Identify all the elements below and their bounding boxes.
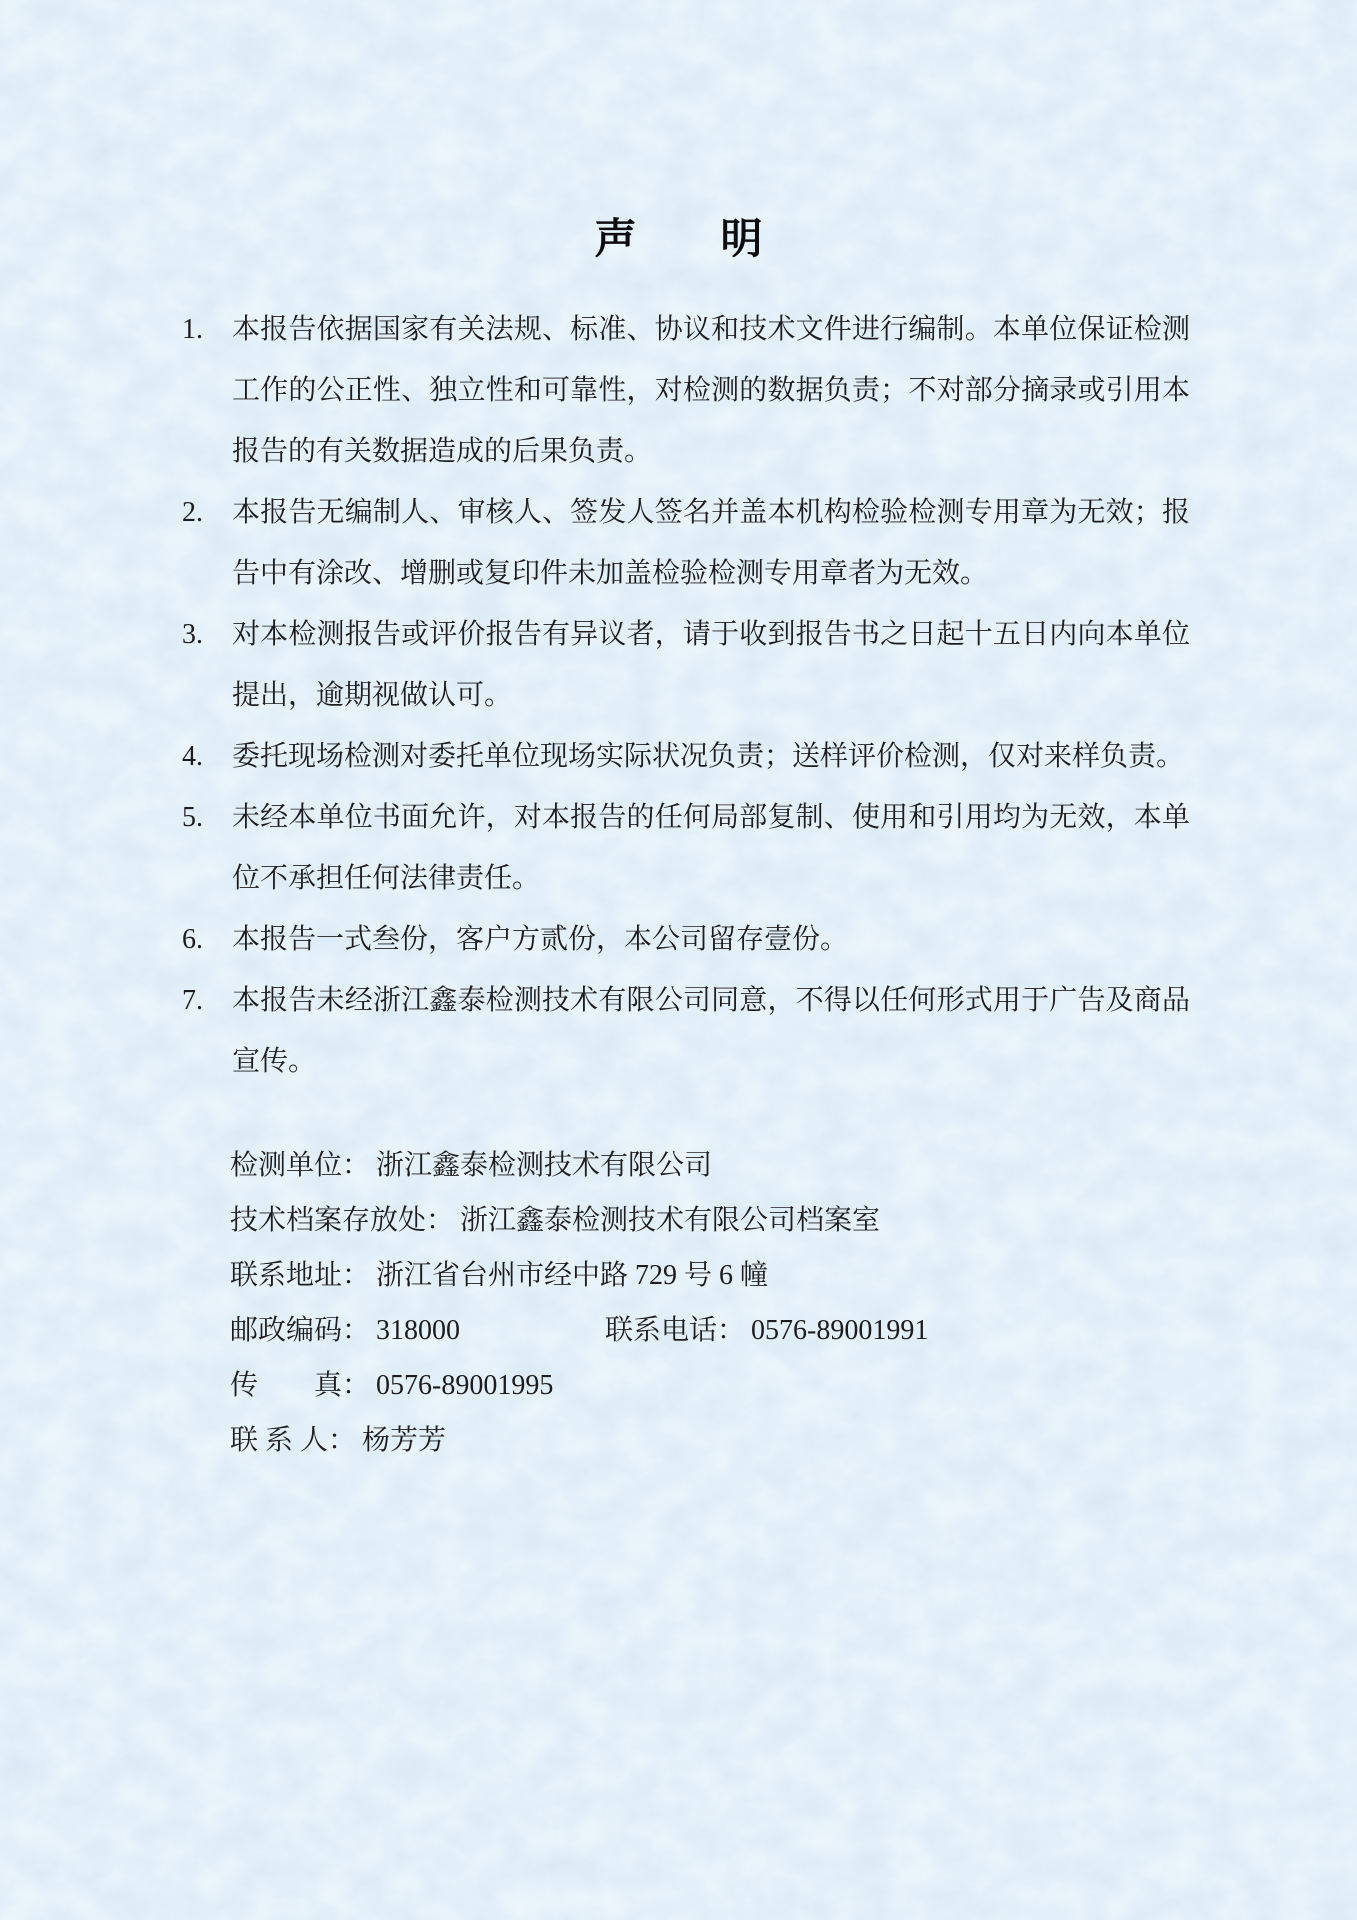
contact-unit-label: 检测单位：	[230, 1150, 371, 1181]
declaration-item-1	[180, 299, 1190, 482]
contact-person-label: 联 系 人：	[230, 1425, 357, 1456]
contact-fax-label: 传 真：	[230, 1370, 371, 1401]
contact-unit	[230, 1138, 1130, 1193]
contact-phone-value: 0576-89001991	[751, 1315, 929, 1346]
declaration-list	[180, 299, 1190, 1092]
contact-fax	[230, 1358, 1130, 1413]
contact-archive-label: 技术档案存放处：	[230, 1205, 455, 1236]
declaration-item-2	[180, 482, 1190, 604]
item-text: 对本检测报告或评价报告有异议者，请于收到报告书之日起十五日内向本单位提出，逾期视做认可。	[232, 619, 1190, 711]
contact-postcode-value: 318000	[376, 1315, 461, 1346]
item-text: 本报告无编制人、审核人、签发人签名并盖本机构检验检测专用章为无效；报告中有涂改、增删或复印件未加盖检验检测专用章者为无效。	[232, 497, 1190, 589]
contact-phone	[605, 1315, 928, 1346]
declaration-item-7	[180, 970, 1190, 1092]
page-title: 声 明	[594, 214, 763, 263]
item-number: 5.	[182, 802, 203, 833]
contact-block	[230, 1138, 1130, 1468]
item-text: 本报告未经浙江鑫泰检测技术有限公司同意，不得以任何形式用于广告及商品宣传。	[232, 985, 1190, 1077]
contact-phone-label: 联系电话：	[605, 1315, 746, 1346]
item-number: 6.	[182, 924, 203, 955]
declaration-item-3	[180, 604, 1190, 726]
contact-address-value: 浙江省台州市经中路 729 号 6 幢	[376, 1260, 769, 1291]
contact-person-value: 杨芳芳	[362, 1425, 447, 1456]
contact-archive	[230, 1193, 1130, 1248]
item-number: 1.	[182, 314, 203, 345]
item-number: 7.	[182, 985, 203, 1016]
item-text: 本报告依据国家有关法规、标准、协议和技术文件进行编制。本单位保证检测工作的公正性、独立性和可靠性，对检测的数据负责；不对部分摘录或引用本报告的有关数据造成的后果负责。	[232, 314, 1190, 467]
contact-postcode-phone	[230, 1303, 1130, 1358]
item-number: 3.	[182, 619, 203, 650]
contact-address	[230, 1248, 1130, 1303]
declaration-item-4	[180, 726, 1190, 787]
item-number: 2.	[182, 497, 203, 528]
item-text: 未经本单位书面允许，对本报告的任何局部复制、使用和引用均为无效，本单位不承担任何法律责任。	[232, 802, 1190, 894]
item-number: 4.	[182, 741, 203, 772]
declaration-item-6	[180, 909, 1190, 970]
contact-archive-value: 浙江鑫泰检测技术有限公司档案室	[460, 1205, 881, 1236]
contact-address-label: 联系地址：	[230, 1260, 371, 1291]
contact-person	[230, 1413, 1130, 1468]
item-text: 本报告一式叁份，客户方贰份，本公司留存壹份。	[232, 924, 849, 955]
declaration-item-5	[180, 787, 1190, 909]
contact-fax-value: 0576-89001995	[376, 1370, 554, 1401]
contact-postcode-label: 邮政编码：	[230, 1315, 371, 1346]
contact-postcode	[230, 1303, 605, 1358]
item-text: 委托现场检测对委托单位现场实际状况负责；送样评价检测，仅对来样负责。	[232, 741, 1185, 772]
contact-unit-value: 浙江鑫泰检测技术有限公司	[376, 1150, 713, 1181]
